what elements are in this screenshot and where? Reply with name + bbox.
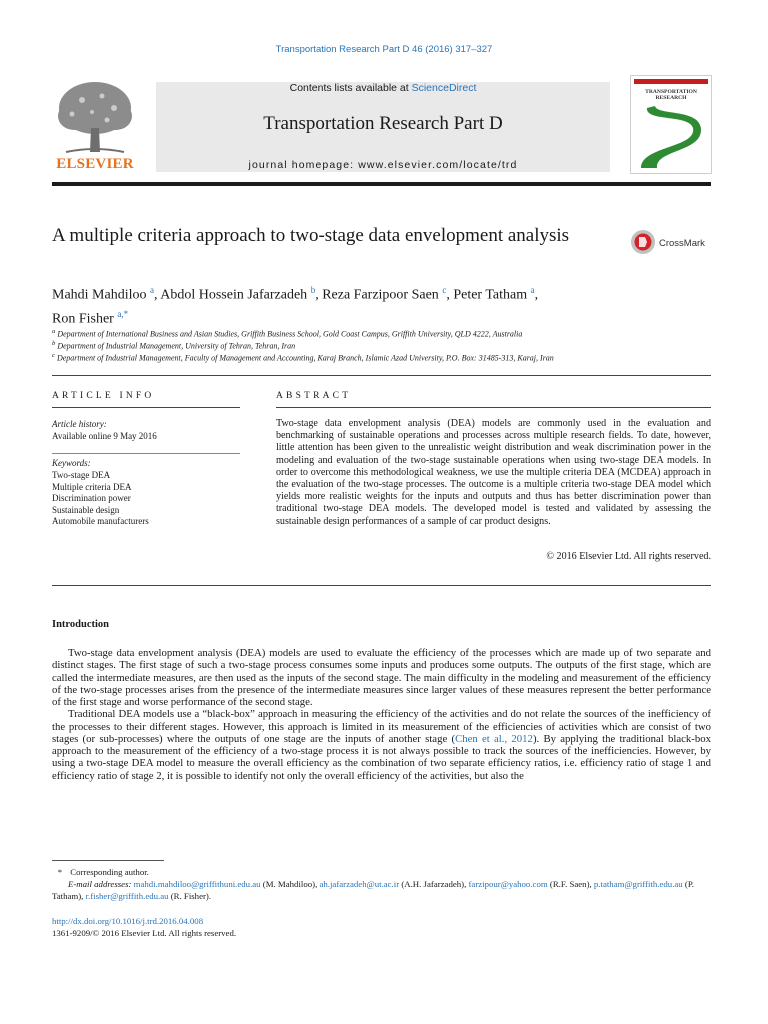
email-owner: (R.F. Saen), — [547, 879, 594, 889]
affiliation-text: Department of International Business and Asian Studies, Griffith Business School, Gold Coast Campus, Griffith University, QLD 4222, Australia — [57, 329, 523, 339]
author-name[interactable]: Abdol Hossein Jafarzadeh — [160, 287, 308, 303]
journal-title: Transportation Research Part D — [263, 113, 503, 134]
affiliation-text: Department of Industrial Management, Faculty of Management and Accounting, Karaj Branch, Islamic Azad University, P.O. Box: 31485-313, Karaj, Iran — [56, 353, 554, 363]
email-owner: (M. Mahdiloo), — [260, 879, 320, 889]
affiliation-mark: a — [52, 328, 56, 335]
keyword: Discrimination power — [52, 493, 131, 504]
doi-link[interactable]: http://dx.doi.org/10.1016/j.trd.2016.04.008 — [52, 916, 204, 926]
cover-title-line1: TRANSPORTATION — [645, 89, 697, 95]
keywords-label: Keywords: — [52, 458, 91, 468]
section-heading: Introduction — [52, 619, 109, 630]
history-value: Available online 9 May 2016 — [52, 431, 157, 441]
paragraph-text: Traditional DEA models use a “black-box” approach in measuring the efficiency of the activities and do not relate the sources of the inefficiency of the processes to their different stages. However, this approach is limited in its measurement of the efficiencies of activities which are consist of two stages (or sub-processes) where the outputs of one stage are the inputs of another stage ( — [52, 708, 711, 745]
journal-homepage — [156, 159, 610, 171]
history-label: Article history: — [52, 419, 107, 429]
author-name[interactable]: Ron Fisher — [52, 311, 114, 327]
homepage-url[interactable]: www.elsevier.com/locate/trd — [358, 159, 518, 171]
email-footnote — [52, 878, 711, 902]
cover-title-line2: RESEARCH — [655, 95, 687, 101]
email-link[interactable]: p.tatham@griffith.edu.au — [593, 879, 683, 889]
affiliation-mark: c — [52, 352, 55, 359]
paragraph — [52, 708, 711, 782]
keyword: Multiple criteria DEA — [52, 481, 132, 492]
contents-line — [156, 82, 610, 94]
paragraph-text: ). By applying the traditional black-box approach to the measurement of the efficiency of a two-stage process it is not always possible to track the sources of the inefficiencies. However, by using a two-stage DEA model to measure the overall efficiency as the combination of two separate efficiency ratios, i.e. efficiency ratio of stage 1 and efficiency ratio of stage 2, it is possible to identify not only the overall efficiency of the activities, but also the — [52, 732, 711, 782]
author-affil-mark[interactable]: b — [310, 285, 316, 295]
corresponding-author-note — [52, 866, 711, 878]
author-separator: , — [534, 287, 539, 303]
paragraph: Two-stage data envelopment analysis (DEA) models are used to evaluate the efficiency of the processes which are made up of two separate and distinct stages. The first stage of such a two-stage process consumes some inputs and produces some outputs. The outputs of the first stage, which are called the intermediate measures, are then used as the inputs of the second stage. The main difficulty in the modeling and measurement of the efficiency of the two-stage processes arises from the presence of the intermediate measures since larger values of these measures represent the better performance of the first stage and worse performance of the second stage. — [52, 647, 711, 708]
citation-link[interactable]: Chen et al., 2012 — [455, 732, 533, 745]
affiliation-mark: b — [52, 340, 56, 347]
affiliation-text: Department of Industrial Management, University of Tehran, Tehran, Iran — [57, 341, 296, 351]
author-name[interactable]: Reza Farzipoor Saen — [322, 287, 439, 303]
email-owner: (P. Tatham), — [52, 879, 694, 901]
email-label: E-mail addresses: — [68, 879, 134, 889]
article-info-heading: ARTICLE INFO — [52, 391, 155, 401]
author-list — [52, 281, 692, 328]
author-affil-mark[interactable]: a — [530, 285, 535, 295]
crossmark-badge[interactable] — [630, 229, 712, 255]
homepage-prefix: journal homepage: — [248, 159, 359, 171]
keyword-list — [52, 470, 149, 528]
author-affil-mark[interactable]: a — [150, 285, 154, 295]
email-link[interactable]: mahdi.mahdiloo@griffithuni.edu.au — [133, 879, 261, 889]
article-title: A multiple criteria approach to two-stage data envelopment analysis — [52, 225, 570, 246]
keyword: Automobile manufacturers — [52, 516, 149, 527]
elsevier-wordmark: ELSEVIER — [56, 156, 134, 172]
article-info-rule — [52, 407, 240, 408]
crossmark-label: CrossMark — [659, 238, 705, 249]
contents-prefix: Contents lists available at — [289, 82, 412, 94]
header-rule — [52, 182, 711, 186]
keyword: Two-stage DEA — [52, 470, 111, 480]
email-owner: (R. Fisher). — [168, 891, 212, 901]
author-affil-mark[interactable]: a,* — [117, 308, 129, 319]
email-link[interactable]: farzipour@yahoo.com — [468, 879, 548, 889]
author-affil-mark[interactable]: c — [442, 285, 447, 295]
author-separator: , — [315, 287, 323, 303]
journal-cover-thumbnail — [630, 75, 712, 174]
body-text — [52, 647, 711, 782]
abstract-copyright: © 2016 Elsevier Ltd. All rights reserved. — [546, 551, 711, 562]
footnote-star: * — [57, 867, 63, 877]
title-block-rule — [52, 375, 711, 376]
journal-citation[interactable]: Transportation Research Part D 46 (2016) 317–327 — [275, 44, 493, 55]
sciencedirect-link[interactable]: ScienceDirect — [411, 82, 477, 94]
abstract-bottom-rule — [52, 585, 711, 586]
author-name[interactable]: Peter Tatham — [453, 287, 528, 303]
corresponding-label: Corresponding author. — [70, 867, 149, 877]
footnote-rule — [52, 860, 164, 861]
crossmark-icon — [630, 229, 712, 255]
author-separator: , — [154, 287, 161, 303]
email-link[interactable]: ah.jafarzadeh@ut.ac.ir — [319, 879, 400, 889]
cover-art — [631, 76, 711, 173]
keywords-rule — [52, 453, 240, 454]
email-owner: (A.H. Jafarzadeh), — [399, 879, 469, 889]
abstract-text: Two-stage data envelopment analysis (DEA) models are commonly used in the evaluation and benchmarking of sustainable operations and processes across multiple research fields. To date, however, little attention has been given to the unrealistic weight distribution and weak discrimination power in the modeling and evaluation of the two-stage sustainable operations when using two-stage DEA models. In order to overcome this methodological weakness, we use the multiple criteria DEA (MCDEA) approach in the evaluation of the two-stage processes. The outcome is a multiple criteria two-stage DEA model which yields more realistic weights for the inputs and outputs and thus has better discrimination power than traditional two-stage DEA models. The developed model is tested and validated by assessing the sustainable design performances of a sample of car product designs. — [276, 418, 711, 527]
abstract-heading: ABSTRACT — [276, 391, 352, 401]
keyword: Sustainable design — [52, 504, 120, 515]
issn-copyright: 1361-9209/© 2016 Elsevier Ltd. All rights reserved. — [52, 928, 237, 938]
author-name[interactable]: Mahdi Mahdiloo — [52, 287, 147, 303]
author-separator: , — [446, 287, 454, 303]
email-link[interactable]: r.fisher@griffith.edu.au — [85, 891, 169, 901]
abstract-rule — [276, 407, 711, 408]
affiliation — [52, 350, 732, 364]
